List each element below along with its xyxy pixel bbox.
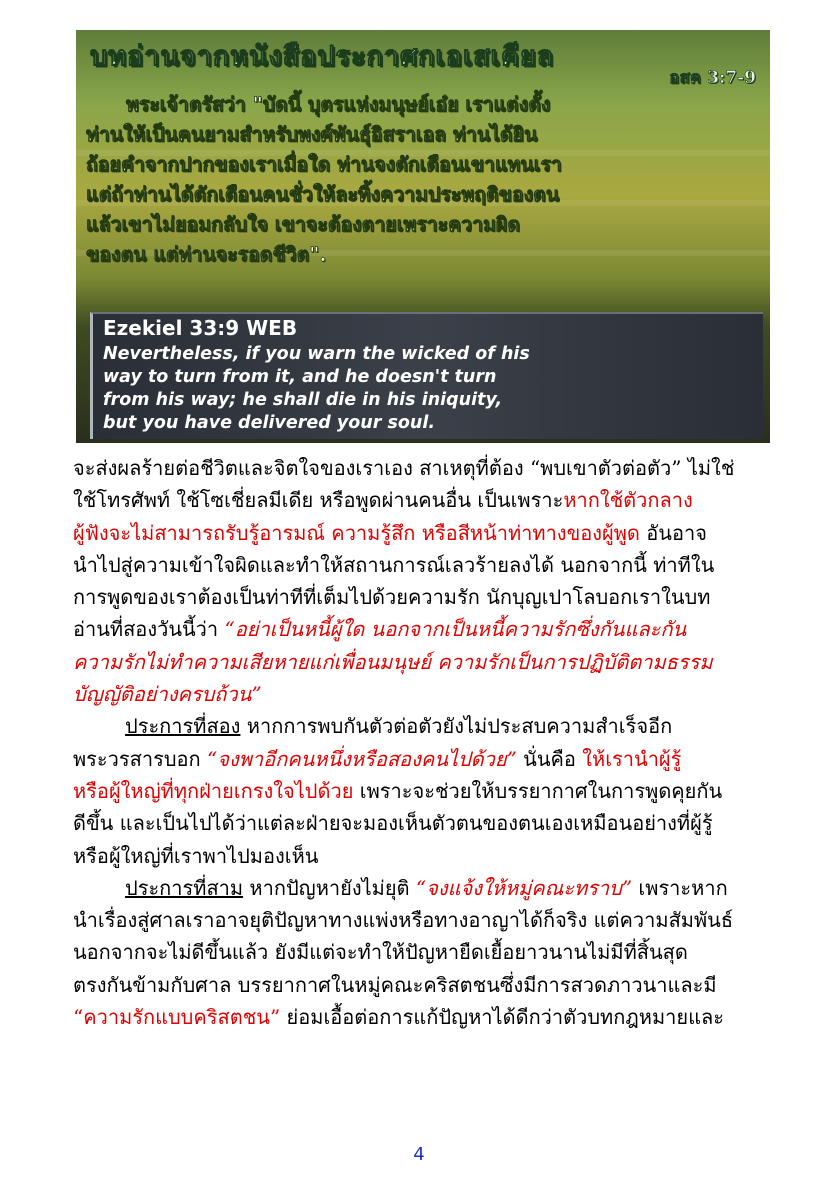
text-span: เพราะจะช่วยให้บรรยากาศในการพูดคุยกัน	[353, 778, 723, 803]
highlight-text: ผู้ฟังจะไม่สามารถรับรู้อารมณ์ ความรู้สึก หรือสีหน้าท่าทางของผู้พูด	[73, 520, 640, 545]
text-line: ตรงกันข้ามกับศาล บรรยากาศในหมู่คณะคริสตชนซึ่งมีการสวดภาวนาและมี	[73, 972, 717, 997]
scripture-quote: ความรักไม่ทำความเสียหายแก่เพื่อนมนุษย์ ความรักเป็นการปฏิบัติตามธรรม	[73, 649, 713, 674]
verse-title: Ezekiel 33:9 WEB	[103, 316, 298, 340]
text-line	[73, 484, 773, 516]
text-line: จะส่งผลร้ายต่อชีวิตและจิตใจของเราเอง สาเหตุที่ต้อง “พบเขาตัวต่อตัว” ไม่ใช่	[73, 456, 735, 480]
text-span: นั่นคือ	[516, 746, 583, 771]
verse-line: but you have delivered your soul.	[103, 413, 436, 433]
scripture-quote: “จงแจ้งให้หมู่คณะทราบ”	[415, 875, 633, 900]
text-span: อันอาจ	[639, 520, 707, 545]
text-line	[73, 517, 773, 549]
highlight-text: “ความรักแบบคริสตชน”	[73, 1005, 281, 1030]
text-line: ดีขึ้น และเป็นไปได้ว่าแต่ละฝ่ายจะมองเห็นตัวตนของตนเองเหมือนอย่างที่ผู้รู้	[73, 811, 713, 836]
highlight-text: หรือผู้ใหญ่ที่ทุกฝ่ายเกรงใจไปด้วย	[73, 778, 354, 803]
reading-title: บทอ่านจากหนังสือประกาศกเอเสเคียล	[90, 41, 555, 72]
reading-line: แล้วเขาไม่ยอมกลับใจ เขาจะต้องตายเพราะความผิด	[86, 213, 521, 236]
text-line: นำไปสู่ความเข้าใจผิดและทำให้สถานการณ์เลวร้ายลงได้ นอกจากนี้ ท่าทีใน	[73, 552, 715, 577]
body-text	[73, 452, 773, 1033]
verse-box	[90, 312, 763, 439]
text-line: การพูดของเราต้องเป็นท่าทีที่เต็มไปด้วยความรัก นักบุญเปาโลบอกเราในบท	[73, 585, 711, 610]
point-heading: ประการที่สอง	[125, 714, 241, 739]
text-line	[73, 872, 773, 904]
text-span: เพราะหาก	[632, 875, 728, 900]
text-span: ย่อมเอื้อต่อการแก้ปัญหาได้ดีกว่าตัวบทกฎหมายและ	[280, 1005, 724, 1030]
text-line: นอกจากจะไม่ดีขึ้นแล้ว ยังมีแต่จะทำให้ปัญหายืดเยื้อยาวนานไม่มีที่สิ้นสุด	[73, 940, 688, 965]
reading-line: แต่ถ้าท่านได้ตักเตือนคนชั่วให้ละทิ้งความประพฤติของตน	[86, 183, 560, 206]
verse-line: from his way; he shall die in his iniquity,	[103, 390, 503, 410]
reading-reference: อสค 3:7-9	[669, 68, 756, 88]
highlight-text: ให้เรานำผู้รู้	[582, 746, 682, 771]
text-span: พระวรสารบอก	[73, 746, 207, 771]
text-span: หากการพบกันตัวต่อตัวยังไม่ประสบความสำเร็จอีก	[240, 714, 673, 739]
text-line	[73, 613, 773, 645]
reading-line: ท่านให้เป็นคนยามสำหรับพงศ์พันธุ์อิสราเอล ท่านได้ยิน	[86, 123, 538, 146]
text-line	[73, 710, 773, 742]
text-line: หรือผู้ใหญ่ที่เราพาไปมองเห็น	[73, 843, 319, 868]
text-line	[73, 775, 773, 807]
text-span: หากปัญหายังไม่ยุติ	[243, 875, 416, 900]
scripture-quote: บัญญัติอย่างครบถ้วน”	[73, 682, 262, 707]
point-heading: ประการที่สาม	[125, 875, 244, 900]
text-line	[73, 743, 773, 775]
text-line: นำเรื่องสู่ศาลเราอาจยุติปัญหาทางแพ่งหรือทางอาญาได้ก็จริง แต่ความสัมพันธ์	[73, 908, 734, 933]
reading-line: พระเจ้าตรัสว่า "บัดนี้ บุตรแห่งมนุษย์เอ๋ย เราแต่งตั้ง	[126, 93, 551, 116]
text-span: อ่านที่สองวันนี้ว่า	[73, 617, 225, 642]
text-line	[73, 1001, 773, 1033]
scripture-quote: “จงพาอีกคนหนึ่งหรือสองคนไปด้วย”	[207, 746, 517, 771]
page-number: 4	[413, 1144, 425, 1165]
reading-text	[86, 90, 760, 270]
scripture-quote: “อย่าเป็นหนี้ผู้ใด นอกจากเป็นหนี้ความรักซึ่งกันและกัน	[224, 617, 687, 642]
text-span: ใช้โทรศัพท์ ใช้โซเชี่ยลมีเดีย หรือพูดผ่านคนอื่น เป็นเพราะ	[73, 488, 564, 513]
verse-line: way to turn from it, and he doesn't turn	[103, 367, 497, 387]
header-image	[76, 30, 770, 443]
reading-line: ของตน แต่ท่านจะรอดชีวิต".	[86, 243, 327, 266]
highlight-text: หากใช้ตัวกลาง	[563, 488, 693, 513]
verse-line: Nevertheless, if you warn the wicked of his	[103, 344, 530, 364]
reading-line: ถ้อยคำจากปากของเราเมื่อใด ท่านจงตักเตือนเขาแทนเรา	[86, 153, 562, 176]
